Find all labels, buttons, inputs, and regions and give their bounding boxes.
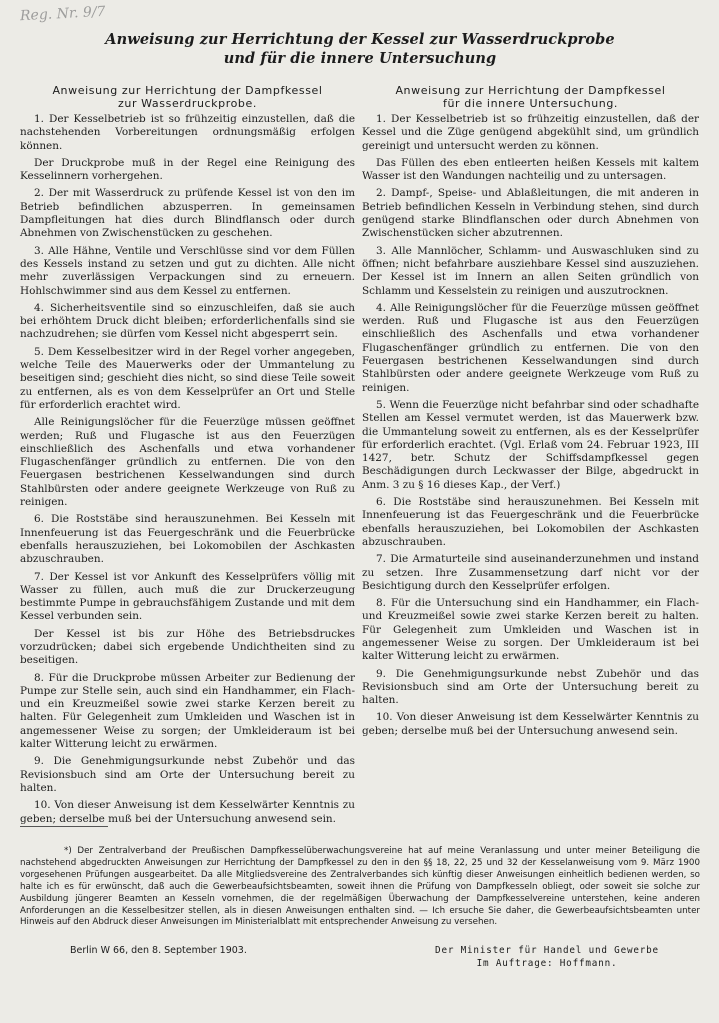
right-paragraph: 7. Die Armaturteile sind auseinanderzunehmen und instand zu setzen. Ihre Zusammensetzung darf nicht vor der Besichtigung durch den Kesselprüfer erfolgen. [362, 553, 699, 592]
right-heading-line-1: Anweisung zur Herrichtung der Dampfkessel [395, 84, 666, 97]
right-heading-line-2: für die innere Untersuchung. [442, 97, 619, 110]
left-column [20, 84, 355, 830]
left-paragraph: 5. Dem Kesselbesitzer wird in der Regel vorher angegeben, welche Teile des Mauerwerks oder der Ummantelung zu beseitigen sind; geschieht dies nicht, so sind diese Teile soweit zu entfernen, als es von dem Kesselprüfer an Ort und Stelle für erforderlich erachtet wird. [20, 345, 355, 411]
left-paragraph: Der Kessel ist bis zur Höhe des Betriebsdruckes vorzudrücken; dabei sich ergebende Undichtheiten sind zu beseitigen. [20, 627, 355, 667]
left-paragraph: 2. Der mit Wasserdruck zu prüfende Kessel ist von den im Betrieb befindlichen abzusperren. In gemeinsamen Dampfleitungen hat dies durch Blindflansch oder durch Abnehmen von Zwischenstücken zu geschehen. [20, 187, 355, 240]
right-paragraph: Das Füllen des eben entleerten heißen Kessels mit kaltem Wasser ist den Wandungen nachteilig und zu untersagen. [362, 156, 699, 183]
document-title [70, 30, 650, 68]
title-line-2: und für die innere Untersuchung [223, 50, 497, 67]
left-paragraph: 7. Der Kessel ist vor Ankunft des Kesselprüfers völlig mit Wasser zu füllen, auch muß die zur Druckerzeugung bestimmte Pumpe in gebrauchsfähigem Zustande und mit dem Kessel verbunden sein. [20, 570, 355, 623]
signature-block [392, 944, 702, 970]
right-paragraph: 3. Alle Mannlöcher, Schlamm- und Auswaschluken sind zu öffnen; nicht befahrbare ausziehbare Kessel sind auszuziehen. Der Kessel ist im Innern an allen Seiten gründlich von Schlamm und Kesselstein zu reinigen und auszutrocknen. [362, 244, 699, 297]
signature-name: Im Auftrage: Hoffmann. [476, 958, 618, 969]
right-paragraph: 9. Die Genehmigungsurkunde nebst Zubehör und das Revisionsbuch sind am Orte der Untersuchung bereit zu halten. [362, 667, 699, 707]
right-column [362, 84, 699, 742]
right-paragraph: 6. Die Roststäbe sind herauszunehmen. Bei Kesseln mit Innenfeuerung ist das Feuergeschränk und die Feuerbrücke ebenfalls herauszuziehen, bei Lokomobilen der Aschkasten abzuschrauben. [362, 496, 699, 548]
left-paragraph: 6. Die Roststäbe sind herauszunehmen. Bei Kesseln mit Innenfeuerung ist das Feuergeschränk und die Feuerbrücke ebenfalls herauszuziehen, bei Lokomobilen der Aschkasten abzuschrauben. [20, 513, 355, 566]
footnote [20, 846, 700, 929]
right-paragraph: 10. Von dieser Anweisung ist dem Kesselwärter Kenntnis zu geben; derselbe muß bei der Untersuchung anwesend sein. [362, 711, 699, 737]
registry-stamp: Reg. Nr. 9/7 [19, 3, 106, 25]
left-paragraph: 3. Alle Hähne, Ventile und Verschlüsse sind vor dem Füllen des Kessels instand zu setzen und gut zu dichten. Alle nicht mehr zuverlässigen Verpackungen sind zu erneuern. Hohlschwimmer sind aus dem Kessel zu entfernen. [20, 244, 355, 297]
footnote-divider [20, 826, 108, 828]
signature-ministry: Der Minister für Handel und Gewerbe [435, 945, 659, 956]
left-paragraph: 9. Die Genehmigungsurkunde nebst Zubehör und das Revisionsbuch sind am Orte der Untersuchung bereit zu halten. [20, 755, 355, 794]
footnote-text: *) Der Zentralverband der Preußischen Dampfkesselüberwachungsvereine hat auf meine Veranlassung und unter meiner Beteiligung die nachstehend abgedruckten Anweisungen zur Herrichtung der Dampfkessel zu den in den §§ 18, 22, 25 und 32 der Kesselanweisung vom 9. März 1900 vorgesehenen Prüfungen ausgearbeitet. Da alle Mitgliedsvereine des Zentralverbandes sich künftig dieser Anweisungen einheitlich bedienen werden, so halte ich es für erwünscht, daß auch die Gewerbeaufsichtsbeamten, soweit ihnen die Prüfung von Dampfkesseln obliegt, oder soweit sie solche zur Ausbildung jüngerer Beamten an Kesseln vornehmen, die der regelmäßigen Überwachung der Dampfkesselvereine unterstehen, keine anderen Anforderungen an die Kesselbesitzer stellen, als in diesen Anweisungen enthalten sind. — Ich ersuche Sie daher, die Gewerbeaufsichtsbeamten unter Hinweis auf den Abdruck dieser Anweisungen im Ministerialblatt mit entsprechender Anweisung zu versehen. [20, 846, 700, 928]
left-paragraph: 8. Für die Druckprobe müssen Arbeiter zur Bedienung der Pumpe zur Stelle sein, auch sind ein Handhammer, ein Flach- und ein Kreuzmeißel sowie zwei starke Kerzen bereit zu halten. Für Gelegenheit zum Umkleiden und Waschen ist in angemessener Weise zu sorgen; der Umkleideraum ist bei kalter Witterung leicht zu erwärmen. [20, 671, 355, 751]
place-and-date: Berlin W 66, den 8. September 1903. [70, 945, 247, 956]
right-paragraph: 2. Dampf-, Speise- und Ablaßleitungen, die mit anderen in Betrieb befindlichen Kesseln in Verbindung stehen, sind durch genügend starke Blindflanschen oder durch Abnehmen von Zwischenstücken sicher abzutrennen. [362, 187, 699, 240]
left-heading-line-1: Anweisung zur Herrichtung der Dampfkessel [52, 84, 323, 97]
right-paragraph: 1. Der Kesselbetrieb ist so frühzeitig einzustellen, daß der Kessel und die Züge genügend abgekühlt sind, um gründlich gereinigt und untersucht werden zu können. [362, 113, 699, 152]
left-paragraph: 10. Von dieser Anweisung ist dem Kesselwärter Kenntnis zu geben; derselbe muß bei der Untersuchung anwesend sein. [20, 799, 355, 825]
left-heading-line-2: zur Wasserdruckprobe. [118, 97, 257, 110]
title-line-1: Anweisung zur Herrichtung der Kessel zur Wasserdruckprobe [105, 31, 615, 48]
left-paragraph: Der Druckprobe muß in der Regel eine Reinigung des Kesselinnern vorhergehen. [20, 156, 355, 183]
right-heading [362, 84, 699, 110]
left-paragraph: 1. Der Kesselbetrieb ist so frühzeitig einzustellen, daß die nachstehenden Vorbereitungen ordnungsmäßig erfolgen können. [20, 113, 355, 152]
left-paragraph: 4. Sicherheitsventile sind so einzuschleifen, daß sie auch bei erhöhtem Druck dicht bleiben; erforderlichenfalls sind sie nachzudrehen; sie dürfen vom Kessel nicht abgesperrt sein. [20, 301, 355, 341]
right-paragraph: 8. Für die Untersuchung sind ein Handhammer, ein Flach- und Kreuzmeißel sowie zwei starke Kerzen bereit zu halten. Für Gelegenheit zum Umkleiden und Waschen ist in angemessener Weise zu sorgen. Der Umkleideraum ist bei kalter Witterung leicht zu erwärmen. [362, 597, 699, 663]
left-heading [20, 84, 355, 110]
right-paragraph: 5. Wenn die Feuerzüge nicht befahrbar sind oder schadhafte Stellen am Kessel vermutet werden, ist das Mauerwerk bzw. die Ummantelung soweit zu entfernen, als es der Kesselprüfer für erforderlich erachtet. (Vgl. Erlaß vom 24. Februar 1923, III 1427, betr. Schutz der Schiffsdampfkessel gegen Beschädigungen durch Leckwasser der Bilge, abgedruckt in Anm. 3 zu § 16 dieses Kap., der Verf.) [362, 398, 699, 491]
right-paragraph: 4. Alle Reinigungslöcher für die Feuerzüge müssen geöffnet werden. Ruß und Flugasche ist aus den Feuerzügen einschließlich des Aschenfalls und etwa vorhandener Flugaschenfänger gründlich zu entfernen. Die von den Feuergasen bestrichenen Kesselwandungen sind durch Stahlbürsten oder andere geeignete Werkzeuge vom Ruß zu reinigen. [362, 301, 699, 394]
left-paragraph: Alle Reinigungslöcher für die Feuerzüge müssen geöffnet werden; Ruß und Flugasche ist aus den Feuerzügen einschließlich des Aschenfalls und etwa vorhandener Flugaschenfänger gründlich zu entfernen. Die von den Feuergasen bestrichenen Kesselwandungen sind durch Stahlbürsten oder andere geeignete Werkzeuge von Ruß zu reinigen. [20, 416, 355, 509]
